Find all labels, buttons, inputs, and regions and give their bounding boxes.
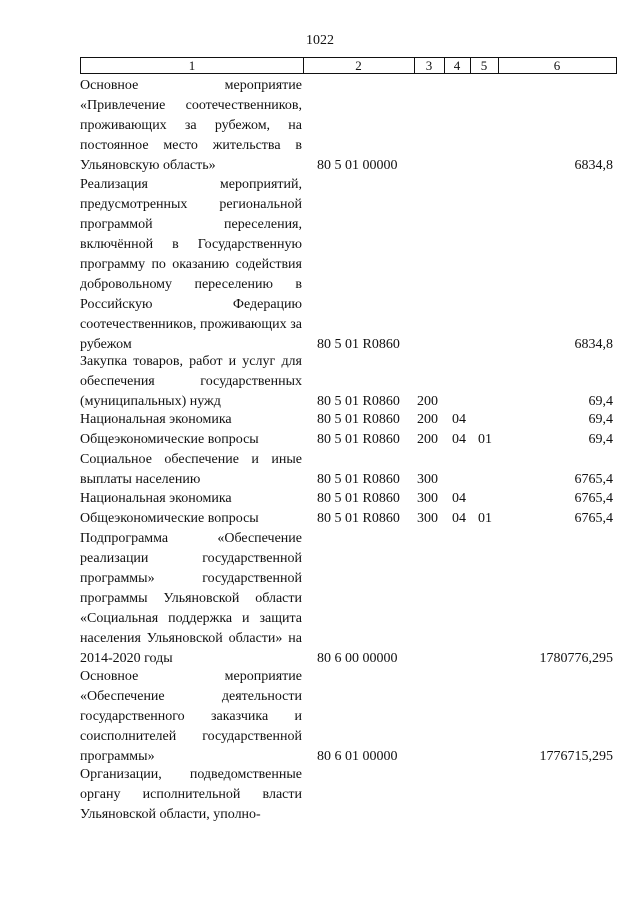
row-col-4: 04 bbox=[452, 432, 466, 447]
row-col-3: 200 bbox=[417, 432, 438, 447]
row-name: Национальная экономика bbox=[80, 491, 232, 506]
row-col-5: 01 bbox=[478, 511, 492, 526]
table-header bbox=[80, 57, 617, 74]
table-row bbox=[80, 667, 615, 767]
row-col-3: 200 bbox=[417, 412, 438, 427]
row-name: Закупка товаров, работ и услуг для обеспечения государственных (муниципальных) нужд bbox=[80, 354, 302, 409]
row-col-3: 300 bbox=[417, 511, 438, 526]
table-row bbox=[80, 450, 615, 490]
row-name: Общеэкономические вопросы bbox=[80, 432, 259, 447]
row-col-3: 300 bbox=[417, 491, 438, 506]
table-row bbox=[80, 529, 615, 669]
row-code: 80 5 01 R0860 bbox=[317, 472, 400, 487]
header-col-3: 3 bbox=[414, 58, 445, 73]
table-row bbox=[80, 765, 615, 825]
row-amount: 6834,8 bbox=[574, 158, 613, 173]
row-code: 80 5 01 R0860 bbox=[317, 337, 400, 352]
row-amount: 6834,8 bbox=[574, 337, 613, 352]
row-amount: 69,4 bbox=[588, 412, 613, 427]
row-name: Основное мероприятие «Обеспечение деятельности государственного заказчика и соисполнителей государственной программы» bbox=[80, 669, 302, 764]
row-code: 80 6 01 00000 bbox=[317, 749, 398, 764]
row-col-4: 04 bbox=[452, 511, 466, 526]
table-row bbox=[80, 175, 615, 355]
row-code: 80 5 01 R0860 bbox=[317, 511, 400, 526]
table-row bbox=[80, 489, 615, 509]
row-code: 80 5 01 R0860 bbox=[317, 491, 400, 506]
table-row bbox=[80, 76, 615, 176]
row-code: 80 5 01 R0860 bbox=[317, 432, 400, 447]
row-amount: 6765,4 bbox=[574, 472, 613, 487]
row-amount: 69,4 bbox=[588, 394, 613, 409]
table-row bbox=[80, 410, 615, 430]
header-col-2: 2 bbox=[303, 58, 415, 73]
row-amount: 6765,4 bbox=[574, 491, 613, 506]
header-col-4: 4 bbox=[444, 58, 471, 73]
row-col-4: 04 bbox=[452, 491, 466, 506]
row-amount: 1776715,295 bbox=[539, 749, 613, 764]
row-code: 80 5 01 00000 bbox=[317, 158, 398, 173]
table-row bbox=[80, 352, 615, 412]
row-code: 80 5 01 R0860 bbox=[317, 394, 400, 409]
table-row bbox=[80, 430, 615, 450]
row-name: Общеэкономические вопросы bbox=[80, 511, 259, 526]
row-col-4: 04 bbox=[452, 412, 466, 427]
table-row bbox=[80, 509, 615, 529]
row-name: Подпрограмма «Обеспечение реализации государственной программы» государственной программы Ульяновской области «Социальная поддержка и защита населения Ульяновской области» на 2014-2020 годы bbox=[80, 531, 302, 666]
row-name: Основное мероприятие «Привлечение соотечественников, проживающих за рубежом, на постоянное место жительства в Ульяновскую область» bbox=[80, 78, 302, 173]
row-name: Социальное обеспечение и иные выплаты населению bbox=[80, 452, 302, 487]
header-col-6: 6 bbox=[553, 58, 561, 73]
row-name: Реализация мероприятий, предусмотренных региональной программой переселения, включённой в Государственную программу по оказанию содействия добровольному переселению в Российскую Федерацию соотечественников, проживающих за рубежом bbox=[80, 177, 302, 352]
header-col-1: 1 bbox=[81, 58, 304, 73]
row-name: Национальная экономика bbox=[80, 412, 232, 427]
row-col-5: 01 bbox=[478, 432, 492, 447]
row-amount: 6765,4 bbox=[574, 511, 613, 526]
row-amount: 69,4 bbox=[588, 432, 613, 447]
row-col-3: 200 bbox=[417, 394, 438, 409]
header-col-5: 5 bbox=[470, 58, 499, 73]
row-amount: 1780776,295 bbox=[539, 651, 613, 666]
row-col-3: 300 bbox=[417, 472, 438, 487]
row-name: Организации, подведомственные органу исполнительной власти Ульяновской области, уполно- bbox=[80, 767, 302, 822]
row-code: 80 6 00 00000 bbox=[317, 651, 398, 666]
row-code: 80 5 01 R0860 bbox=[317, 412, 400, 427]
page-number: 1022 bbox=[306, 33, 334, 48]
